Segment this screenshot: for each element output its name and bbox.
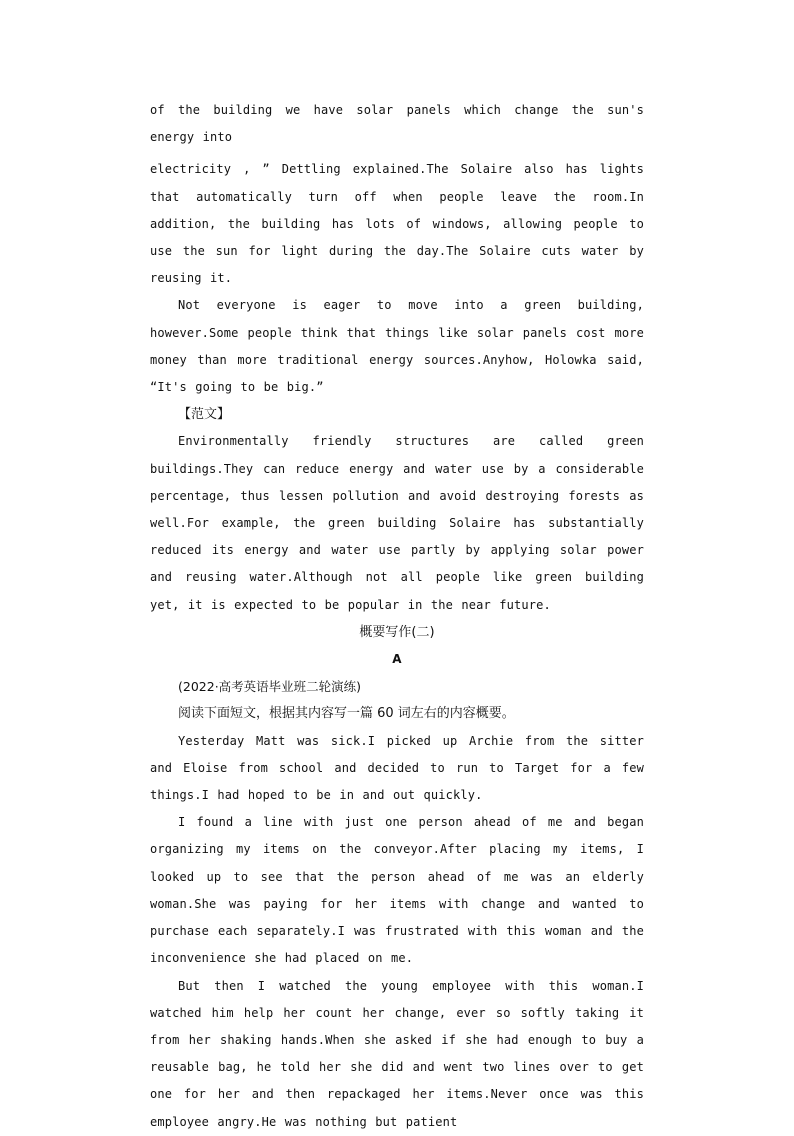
story-paragraph: I found a line with just one person ahead of me and began organizing my items on the conveyor.After placing my items, I looked up to see that the person ahead of me was an elderly woman.She was paying for her items with change and wanted to purchase each separately.I was frustrated with this woman and the inconvenience she had placed on me. [150, 815, 644, 966]
model-essay-text: Environmentally friendly structures are called green buildings.They can reduce energy and water use by a considerable percentage, thus lessen pollution and avoid destroying forests as well.For example, the green building Solaire has substantially reduced its energy and water use partly by applying solar power and reusing water.Although not all people like green building yet, it is expected to be popular in the near future. [150, 434, 644, 612]
source-citation: (2022·高考英语毕业班二轮演练) [178, 679, 362, 695]
story-paragraph: Yesterday Matt was sick.I picked up Archie from the sitter and Eloise from school and decided to run to Target for a few things.I had hoped to be in and out quickly. [150, 733, 644, 803]
passage-paragraph: electricity , ” Dettling explained.The Solaire also has lights that automatically turn off when people leave the room.In addition, the building has lots of windows, allowing people to use the sun for light during the day.The Solaire cuts water by reusing it. [150, 162, 644, 286]
task-instruction: 阅读下面短文，根据其内容写一篇 60 词左右的内容概要。 [178, 706, 515, 722]
story-paragraph: But then I watched the young employee with this woman.I watched him help her count her change, ever so softly taking it from her shaking hands.When she asked if she had enough to buy a reusable bag, he told her she did and went two lines over to get one for her and then repackaged her items.Never once was this employee angry.He was nothing but patient [150, 978, 644, 1129]
section-letter: A [392, 652, 402, 667]
section-title: 概要写作(二) [359, 624, 435, 640]
document-body [150, 97, 644, 1136]
passage-line: of the building we have solar panels which change the sun's energy into [150, 103, 644, 145]
passage-paragraph: Not everyone is eager to move into a green building, however.Some people think that things like solar panels cost more money than more traditional energy sources.Anyhow, Holowka said, “It's going to be big.” [150, 298, 644, 395]
model-essay-heading: 【范文】 [178, 407, 231, 423]
